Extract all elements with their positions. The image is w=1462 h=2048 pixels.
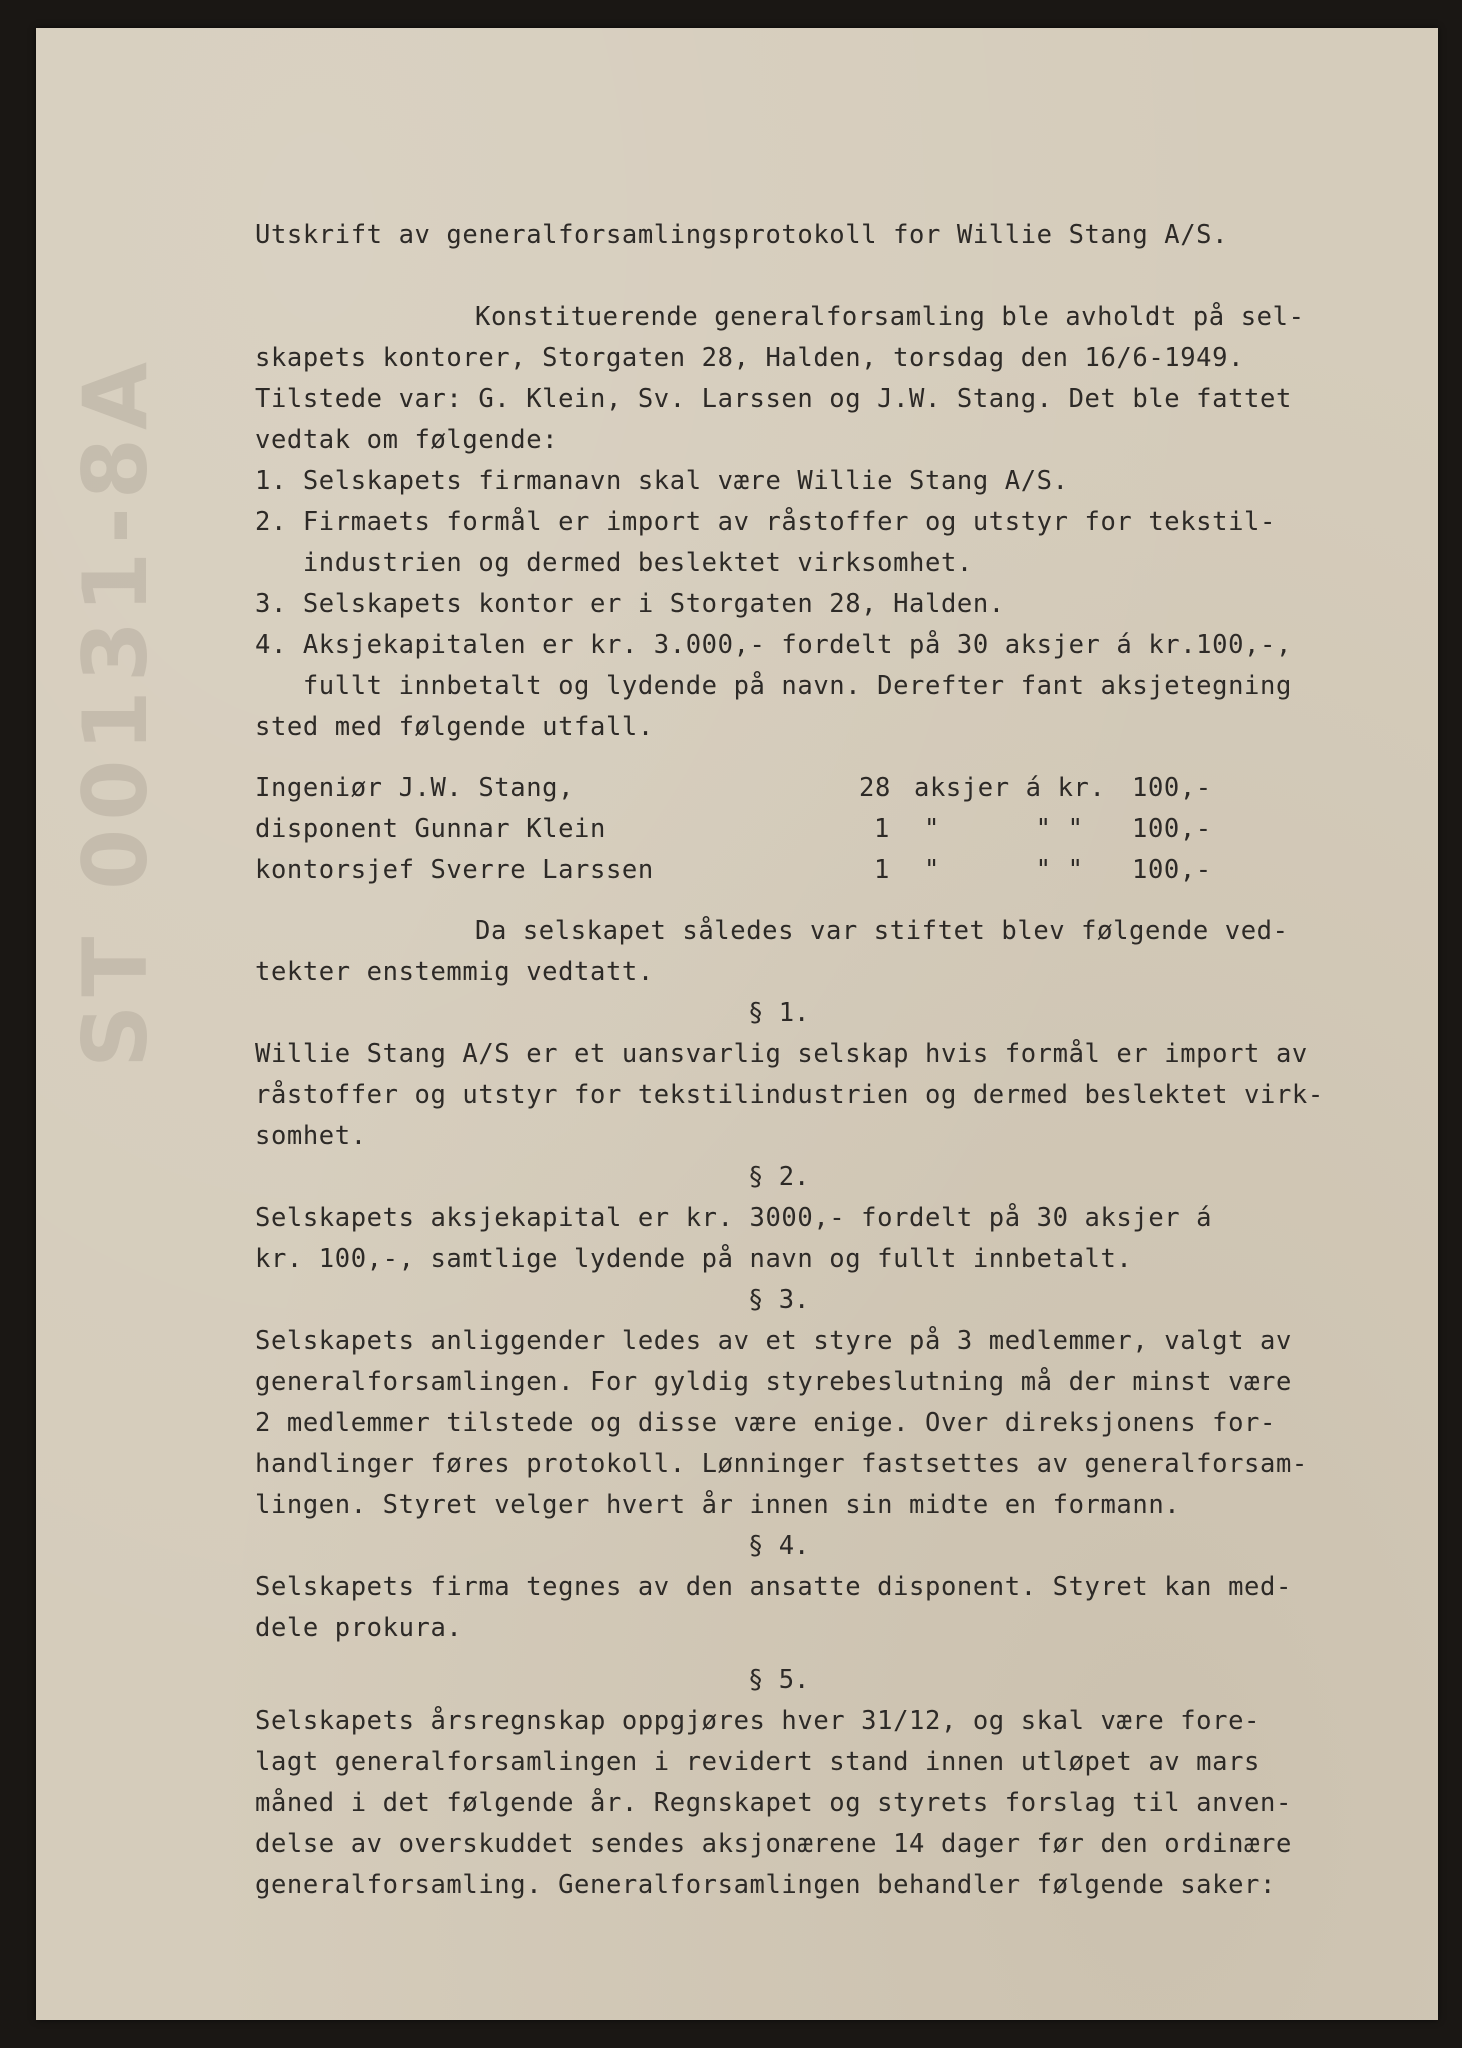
archive-stamp: ST 00131-8A xyxy=(64,353,167,1068)
subscriber-name: disponent Gunnar Klein xyxy=(255,814,606,844)
intro-line: skapets kontorer, Storgaten 28, Halden, torsdag den 16/6-1949. xyxy=(255,343,1245,373)
subscriber-amount: 100,- xyxy=(1132,855,1212,885)
section-line: generalforsamlingen. For gyldig styrebeslutning må der minst være xyxy=(255,1367,1292,1397)
section-line: råstoffer og utstyr for tekstilindustrien og dermed beslektet virk- xyxy=(255,1080,1324,1110)
resolution-item: sted med følgende utfall. xyxy=(255,712,654,742)
subscriber-desc: " " " xyxy=(924,855,1084,885)
intro-line: Konstituerende generalforsamling ble avholdt på sel- xyxy=(475,302,1305,332)
section-line: dele prokura. xyxy=(255,1613,463,1643)
section-line: måned i det følgende år. Regnskapet og styrets forslag til anven- xyxy=(255,1788,1292,1818)
resolution-item: fullt innbetalt og lydende på navn. Derefter fant aksjetegning xyxy=(255,671,1292,701)
subscriber-name: Ingeniør J.W. Stang, xyxy=(255,773,575,803)
document-text xyxy=(36,28,1438,2020)
resolution-item: 3. Selskapets kontor er i Storgaten 28, Halden. xyxy=(255,589,1005,619)
section-line: 2 medlemmer tilstede og disse være enige. Over direksjonens for- xyxy=(255,1408,1276,1438)
subscriber-amount: 100,- xyxy=(1132,814,1212,844)
section-heading: § 1. xyxy=(748,998,810,1028)
resolution-item: 4. Aksjekapitalen er kr. 3.000,- fordelt på 30 aksjer á kr.100,-, xyxy=(255,630,1292,660)
section-line: lagt generalforsamlingen i revidert stand innen utløpet av mars xyxy=(255,1747,1260,1777)
section-line: Willie Stang A/S er et uansvarlig selskap hvis formål er import av xyxy=(255,1039,1308,1069)
document-page xyxy=(36,28,1438,2020)
resolution-item: 1. Selskapets firmanavn skal være Willie Stang A/S. xyxy=(255,466,1069,496)
subscriber-desc: aksjer á kr. xyxy=(914,773,1106,803)
subscriber-shares: 28 xyxy=(859,773,891,803)
subscriber-name: kontorsjef Sverre Larssen xyxy=(255,855,654,885)
resolution-item: industrien og dermed beslektet virksomhet. xyxy=(255,548,973,578)
section-line: Selskapets aksjekapital er kr. 3000,- fordelt på 30 aksjer á xyxy=(255,1203,1213,1233)
section-line: Selskapets anliggender ledes av et styre på 3 medlemmer, valgt av xyxy=(255,1326,1292,1356)
intro-line: Tilstede var: G. Klein, Sv. Larssen og J.W. Stang. Det ble fattet xyxy=(255,384,1292,414)
section-line: kr. 100,-, samtlige lydende på navn og fullt innbetalt. xyxy=(255,1244,1133,1274)
subscriber-shares: 1 xyxy=(874,814,890,844)
statutes-intro-line: tekter enstemmig vedtatt. xyxy=(255,957,654,987)
statutes-intro-line: Da selskapet således var stiftet blev følgende ved- xyxy=(475,916,1289,946)
document-title: Utskrift av generalforsamlingsprotokoll for Willie Stang A/S. xyxy=(255,220,1229,250)
section-line: delse av overskuddet sendes aksjonærene 14 dager før den ordinære xyxy=(255,1829,1292,1859)
section-heading: § 5. xyxy=(748,1665,810,1695)
section-line: lingen. Styret velger hvert år innen sin midte en formann. xyxy=(255,1490,1181,1520)
section-heading: § 3. xyxy=(748,1285,810,1315)
section-line: handlinger føres protokoll. Lønninger fastsettes av generalforsam- xyxy=(255,1449,1308,1479)
section-heading: § 4. xyxy=(748,1531,810,1561)
section-line: Selskapets firma tegnes av den ansatte disponent. Styret kan med- xyxy=(255,1572,1292,1602)
resolution-item: 2. Firmaets formål er import av råstoffer og utstyr for tekstil- xyxy=(255,507,1276,537)
section-line: Selskapets årsregnskap oppgjøres hver 31/12, og skal være fore- xyxy=(255,1706,1260,1736)
subscriber-shares: 1 xyxy=(874,855,890,885)
subscriber-desc: " " " xyxy=(924,814,1084,844)
section-line: generalforsamling. Generalforsamlingen behandler følgende saker: xyxy=(255,1870,1276,1900)
section-line: somhet. xyxy=(255,1121,367,1151)
subscriber-amount: 100,- xyxy=(1132,773,1212,803)
section-heading: § 2. xyxy=(748,1162,810,1192)
intro-line: vedtak om følgende: xyxy=(255,425,559,455)
